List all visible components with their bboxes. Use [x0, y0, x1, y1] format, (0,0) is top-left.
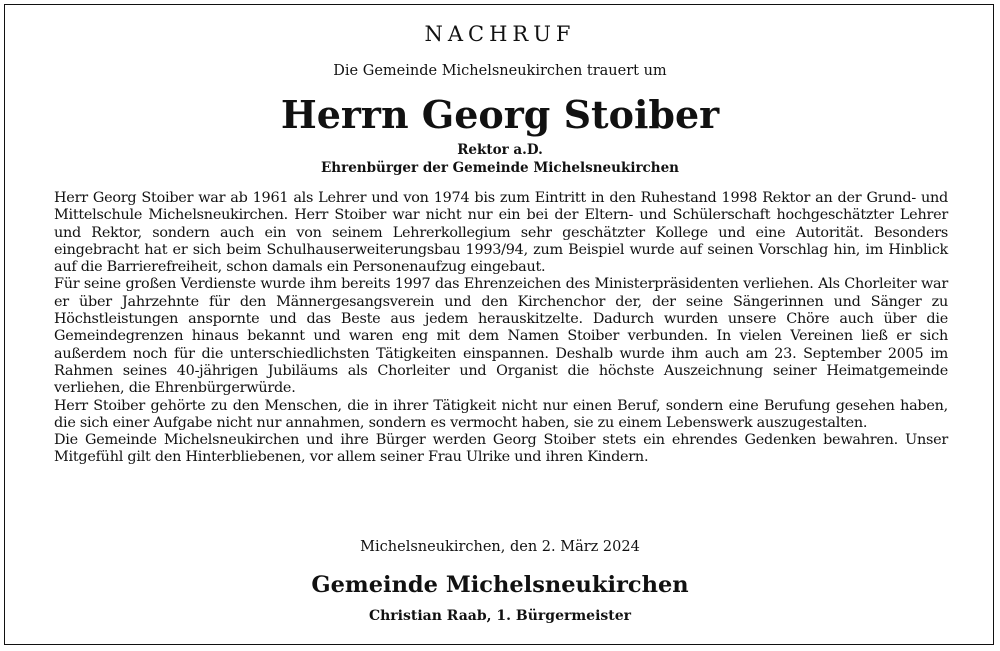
- place-date: Michelsneukirchen, den 2. März 2024: [360, 539, 640, 555]
- title-ehrenbuerger: Ehrenbürger der Gemeinde Michelsneukirchen: [320, 160, 679, 176]
- paragraph-career: Herr Georg Stoiber war ab 1961 als Lehrer und von 1974 bis zum Eintritt in den Ruhestand 1998 Rektor an der Grund- und Mittelschule Michelsneukirchen. Herr Stoiber war nicht nur ein bei der Eltern- und Schülerschaft hochgeschätzter Lehrer und Rektor, sondern auch ein von seinem Lehrerkollegium sehr geschätzter Kollege und eine Autorität. Besonders eingebracht hat er sich beim Schulhauserweiterungsbau 1993/94, zum Beispiel wurde auf seinen Vorschlag hin, im Hinblick auf die Barrierefreiheit, schon damals ein Personenaufzug eingebaut.: [54, 190, 948, 276]
- paragraph-vocation: Herr Stoiber gehörte zu den Menschen, die in ihrer Tätigkeit nicht nur einen Beruf, sondern eine Berufung gesehen haben, die sich einer Aufgabe nicht nur annahmen, sondern es vermocht haben, sie zu einem Lebenswerk auszugestalten.: [54, 397, 948, 431]
- deceased-name: Herrn Georg Stoiber: [280, 92, 720, 137]
- notice-heading: NACHRUF: [424, 22, 576, 46]
- mayor-signature: Christian Raab, 1. Bürgermeister: [368, 608, 632, 624]
- intro-line: Die Gemeinde Michelsneukirchen trauert um: [333, 63, 667, 79]
- title-rektor: Rektor a.D.: [457, 142, 543, 158]
- municipality-signature: Gemeinde Michelsneukirchen: [311, 572, 689, 598]
- obituary-text: [54, 190, 948, 467]
- paragraph-merits: Für seine großen Verdienste wurde ihm bereits 1997 das Ehrenzeichen des Ministerpräsidenten verliehen. Als Chorleiter war er über Jahrzehnte für den Männergesangsverein und den Kirchenchor der, der seine Sängerinnen und Sänger zu Höchstleistungen anspornte und das Beste aus jedem herauskitzelte. Dadurch wurden unsere Chöre auch über die Gemeindegrenzen hinaus bekannt und waren eng mit dem Namen Stoiber verbunden. In vielen Vereinen ließ er sich außerdem noch für die unterschiedlichsten Tätigkeiten einspannen. Deshalb wurde ihm auch am 23. September 2005 im Rahmen seines 40-jährigen Jubiläums als Chorleiter und Organist die höchste Auszeichnung seiner Heimatgemeinde verliehen, die Ehrenbürgerwürde.: [54, 276, 948, 397]
- paragraph-remembrance: Die Gemeinde Michelsneukirchen und ihre Bürger werden Georg Stoiber stets ein ehrendes Gedenken bewahren. Unser Mitgefühl gilt den Hinterbliebenen, vor allem seiner Frau Ulrike und ihren Kindern.: [54, 432, 948, 466]
